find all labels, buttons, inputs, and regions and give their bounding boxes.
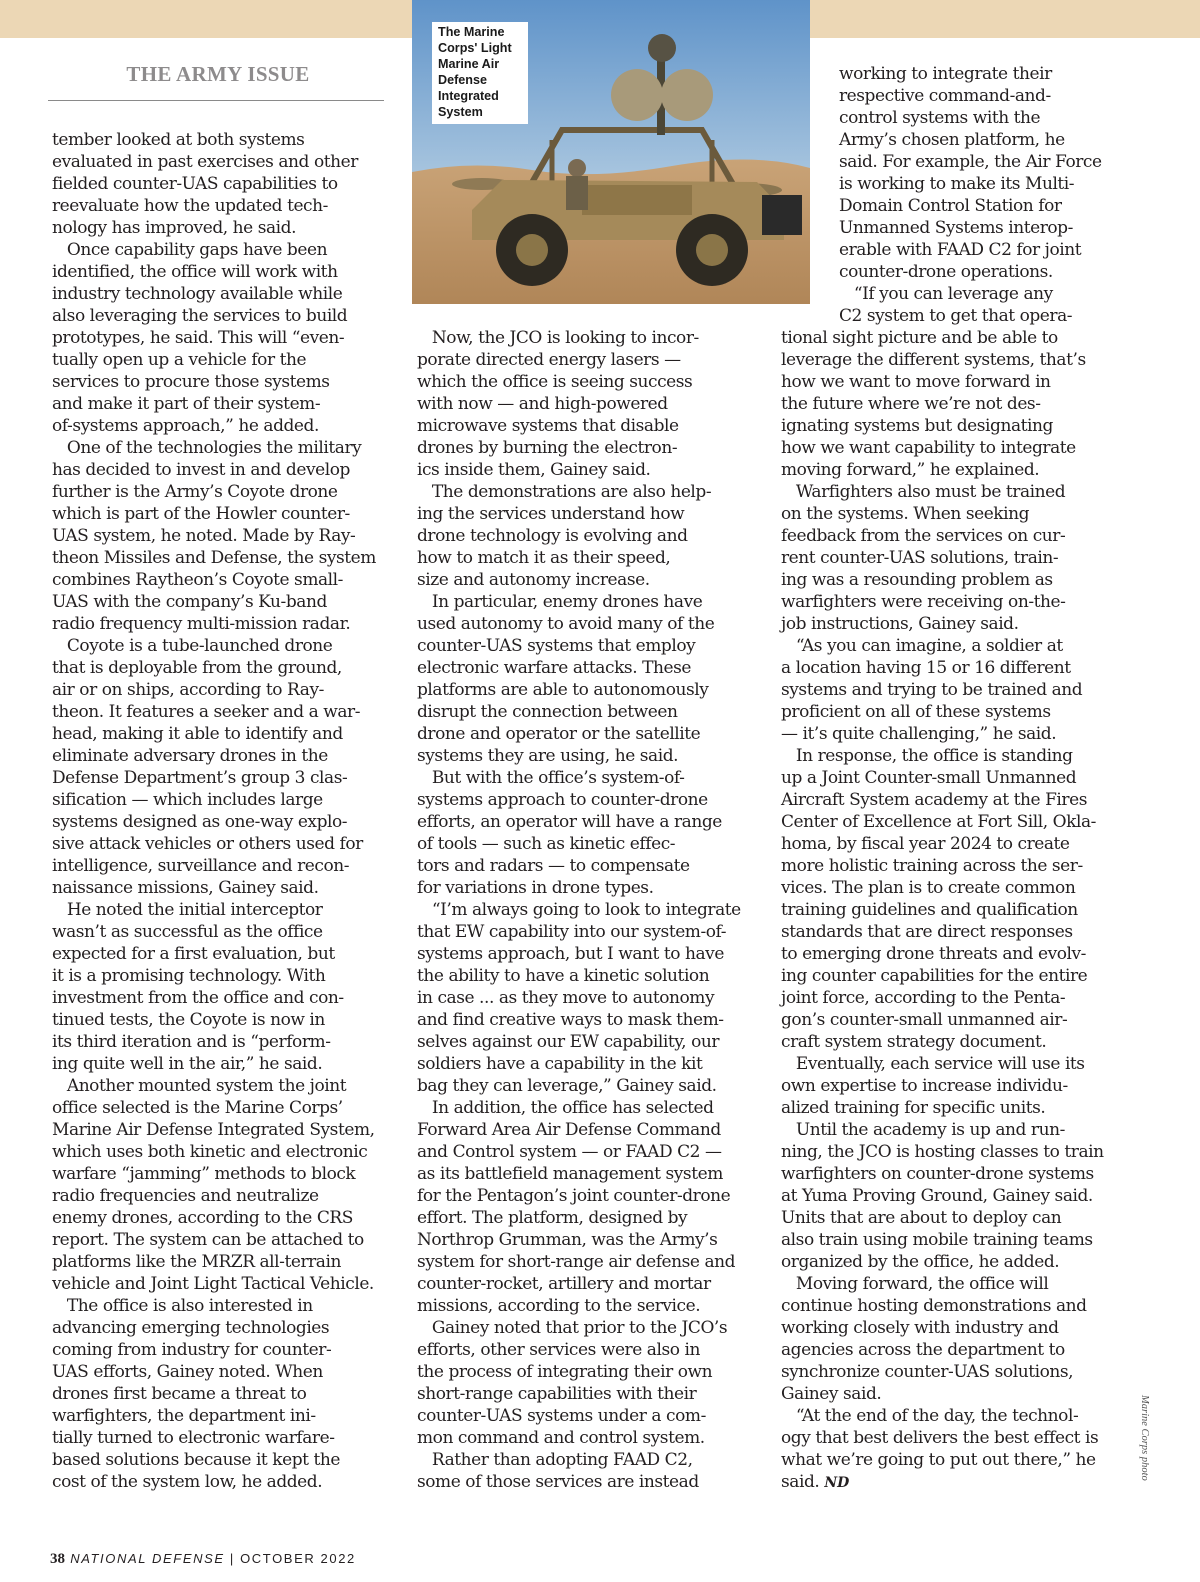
article-line: Units that are about to deploy can (781, 1208, 1062, 1228)
article-line: services to procure those systems (52, 372, 330, 392)
article-line: “I’m always going to look to integrate (417, 900, 741, 920)
article-line: Gainey noted that prior to the JCO’s (417, 1318, 728, 1338)
article-line: how to match it as their speed, (417, 548, 671, 568)
article-line: industry technology available while (52, 284, 343, 304)
article-line: Rather than adopting FAAD C2, (417, 1450, 693, 1470)
article-line: radio frequencies and neutralize (52, 1186, 319, 1206)
photo-caption: The Marine Corps' Light Marine Air Defense Integrated System (432, 22, 528, 124)
article-line: as its battlefield management system (417, 1164, 723, 1184)
article-line: drones by burning the electron- (417, 438, 678, 458)
article-line: efforts, an operator will have a range (417, 812, 722, 832)
article-line: Until the academy is up and run- (781, 1120, 1065, 1140)
article-line: continue hosting demonstrations and (781, 1296, 1087, 1316)
article-line: ics inside them, Gainey said. (417, 460, 651, 480)
article-line: warfighters, the department ini- (52, 1406, 316, 1426)
article-line: sification — which includes large (52, 790, 323, 810)
article-line: synchronize counter-UAS solutions, (781, 1362, 1074, 1382)
article-line: Gainey said. (781, 1384, 882, 1404)
article-line: ing the services understand how (417, 504, 685, 524)
article-line: a location having 15 or 16 different (781, 658, 1071, 678)
article-line: further is the Army’s Coyote drone (52, 482, 338, 502)
article-line: UAS efforts, Gainey noted. When (52, 1362, 323, 1382)
article-line: what we’re going to put out there,” he (781, 1450, 1096, 1470)
article-line: expected for a first evaluation, but (52, 944, 335, 964)
article-line: platforms are able to autonomously (417, 680, 709, 700)
article-line: But with the office’s system-of- (417, 768, 685, 788)
article-line: air or on ships, according to Ray- (52, 680, 324, 700)
article-line: Warfighters also must be trained (781, 482, 1066, 502)
article-line: evaluated in past exercises and other (52, 152, 358, 172)
article-line: porate directed energy lasers — (417, 350, 681, 370)
article-line: how we want capability to integrate (781, 438, 1076, 458)
article-line: ignating systems but designating (781, 416, 1053, 436)
section-header-label: THE ARMY ISSUE (126, 62, 310, 86)
article-line: wasn’t as successful as the office (52, 922, 323, 942)
article-line: systems approach, but I want to have (417, 944, 724, 964)
article-line: warfighters were receiving on-the- (781, 592, 1066, 612)
article-line: selves against our EW capability, our (417, 1032, 720, 1052)
article-line: for the Pentagon’s joint counter-drone (417, 1186, 731, 1206)
article-line: which uses both kinetic and electronic (52, 1142, 368, 1162)
article-line: feedback from the services on cur- (781, 526, 1066, 546)
article-line: He noted the initial interceptor (52, 900, 323, 920)
article-line: Eventually, each service will use its (781, 1054, 1085, 1074)
article-line: gon’s counter-small unmanned air- (781, 1010, 1068, 1030)
article-line: working closely with industry and (781, 1318, 1059, 1338)
article-line: Center of Excellence at Fort Sill, Okla- (781, 812, 1096, 832)
footer-separator: | (229, 1551, 235, 1566)
article-line: and make it part of their system- (52, 394, 321, 414)
article-line: ogy that best delivers the best effect is (781, 1428, 1099, 1448)
article-line: vehicle and Joint Light Tactical Vehicle. (52, 1274, 374, 1294)
article-line: investment from the office and con- (52, 988, 344, 1008)
article-line: UAS with the company’s Ku-band (52, 592, 327, 612)
article-line: drones first became a threat to (52, 1384, 307, 1404)
article-line: its third iteration and is “perform- (52, 1032, 331, 1052)
article-line: more holistic training across the ser- (781, 856, 1083, 876)
article-line: counter-drone operations. (839, 262, 1053, 282)
article-column-1 (52, 129, 376, 1493)
article-line: how we want to move forward in (781, 372, 1051, 392)
article-line: counter-UAS systems under a com- (417, 1406, 706, 1426)
article-line: In particular, enemy drones have (417, 592, 703, 612)
article-line: The demonstrations are also help- (417, 482, 712, 502)
article-line: fielded counter-UAS capabilities to (52, 174, 338, 194)
article-line: counter-UAS systems that employ (417, 636, 696, 656)
section-header (48, 62, 384, 101)
article-line: soldiers have a capability in the kit (417, 1054, 703, 1074)
article-line: craft system strategy document. (781, 1032, 1047, 1052)
article-line: ing counter capabilities for the entire (781, 966, 1088, 986)
article-line: Defense Department’s group 3 clas- (52, 768, 348, 788)
article-line: Coyote is a tube-launched drone (52, 636, 333, 656)
article-line: The office is also interested in (52, 1296, 313, 1316)
page-number: 38 (50, 1551, 65, 1567)
top-color-band-right (810, 0, 1200, 38)
article-line: Marine Air Defense Integrated System, (52, 1120, 375, 1140)
article-line: training guidelines and qualification (781, 900, 1078, 920)
article-line: Northrop Grumman, was the Army’s (417, 1230, 718, 1250)
article-line: and Control system — or FAAD C2 — (417, 1142, 722, 1162)
article-line: joint force, according to the Penta- (781, 988, 1066, 1008)
article-line: up a Joint Counter-small Unmanned (781, 768, 1077, 788)
article-line: combines Raytheon’s Coyote small- (52, 570, 343, 590)
top-color-band-left (0, 0, 412, 38)
article-line: report. The system can be attached to (52, 1230, 364, 1250)
article-line: radio frequency multi-mission radar. (52, 614, 351, 634)
article-line: used autonomy to avoid many of the (417, 614, 715, 634)
article-line: mon command and control system. (417, 1428, 705, 1448)
article-line: also leveraging the services to build (52, 306, 348, 326)
article-line: job instructions, Gainey said. (781, 614, 1019, 634)
article-line: reevaluate how the updated tech- (52, 196, 328, 216)
article-line: with now — and high-powered (417, 394, 668, 414)
article-line: naissance missions, Gainey said. (52, 878, 319, 898)
article-line: efforts, other services were also in (417, 1340, 700, 1360)
article-line: which the office is seeing success (417, 372, 693, 392)
article-line: in case ... as they move to autonomy (417, 988, 715, 1008)
article-line: based solutions because it kept the (52, 1450, 340, 1470)
article-line: warfare “jamming” methods to block (52, 1164, 356, 1184)
article-line: theon Missiles and Defense, the system (52, 548, 376, 568)
article-line: respective command-and- (839, 86, 1051, 106)
article-line: some of those services are instead (417, 1472, 699, 1492)
article-line: In addition, the office has selected (417, 1098, 714, 1118)
article-line: nology has improved, he said. (52, 218, 297, 238)
article-line: enemy drones, according to the CRS (52, 1208, 353, 1228)
article-line: of-systems approach,” he added. (52, 416, 319, 436)
article-line: Army’s chosen platform, he (839, 130, 1065, 150)
article-line: that is deployable from the ground, (52, 658, 342, 678)
article-line: intelligence, surveillance and recon- (52, 856, 350, 876)
article-line: the ability to have a kinetic solution (417, 966, 710, 986)
article-line: has decided to invest in and develop (52, 460, 350, 480)
article-line: systems they are using, he said. (417, 746, 679, 766)
article-line: for variations in drone types. (417, 878, 654, 898)
article-line: at Yuma Proving Ground, Gainey said. (781, 1186, 1093, 1206)
article-line: and find creative ways to mask them- (417, 1010, 724, 1030)
magazine-name: NATIONAL DEFENSE (70, 1551, 225, 1566)
article-line: tember looked at both systems (52, 130, 305, 150)
article-line: drone technology is evolving and (417, 526, 688, 546)
article-line: Now, the JCO is looking to incor- (417, 328, 699, 348)
article-line: control systems with the (839, 108, 1041, 128)
article-line: warfighters on counter-drone systems (781, 1164, 1094, 1184)
article-line: short-range capabilities with their (417, 1384, 697, 1404)
article-line: on the systems. When seeking (781, 504, 1030, 524)
article-line: theon. It features a seeker and a war- (52, 702, 361, 722)
article-line: eliminate adversary drones in the (52, 746, 328, 766)
article-line: head, making it able to identify and (52, 724, 343, 744)
article-line: tors and radars — to compensate (417, 856, 690, 876)
article-line: said. ND (781, 1472, 850, 1492)
article-line: proficient on all of these systems (781, 702, 1051, 722)
article-line: working to integrate their (839, 64, 1052, 84)
end-mark: ND (824, 1475, 850, 1491)
article-line: Another mounted system the joint (52, 1076, 347, 1096)
article-line: to emerging drone threats and evolv- (781, 944, 1086, 964)
photo-credit: Marine Corps photo (1139, 1395, 1150, 1481)
article-line: moving forward,” he explained. (781, 460, 1040, 480)
article-line: cost of the system low, he added. (52, 1472, 323, 1492)
article-line: office selected is the Marine Corps’ (52, 1098, 343, 1118)
article-line: which is part of the Howler counter- (52, 504, 350, 524)
issue-date: OCTOBER 2022 (240, 1551, 356, 1566)
article-line: effort. The platform, designed by (417, 1208, 688, 1228)
article-line: systems approach to counter-drone (417, 790, 708, 810)
article-line: alized training for specific units. (781, 1098, 1046, 1118)
article-line: size and autonomy increase. (417, 570, 650, 590)
article-line: ing was a resounding problem as (781, 570, 1053, 590)
article-line: erable with FAAD C2 for joint (839, 240, 1082, 260)
article-line: systems designed as one-way explo- (52, 812, 348, 832)
article-line: the process of integrating their own (417, 1362, 713, 1382)
article-column-2 (417, 327, 741, 1493)
article-line: Once capability gaps have been (52, 240, 328, 260)
article-line: bag they can leverage,” Gainey said. (417, 1076, 717, 1096)
article-line: identified, the office will work with (52, 262, 338, 282)
article-line: — it’s quite challenging,” he said. (781, 724, 1057, 744)
article-line: microwave systems that disable (417, 416, 679, 436)
article-line: leverage the different systems, that’s (781, 350, 1086, 370)
article-line: One of the technologies the military (52, 438, 362, 458)
page-footer (50, 1551, 356, 1568)
article-line: Forward Area Air Defense Command (417, 1120, 721, 1140)
article-line: agencies across the department to (781, 1340, 1065, 1360)
article-line: drone and operator or the satellite (417, 724, 701, 744)
article-line: electronic warfare attacks. These (417, 658, 691, 678)
article-line: ing quite well in the air,” he said. (52, 1054, 323, 1074)
article-line: Domain Control Station for (839, 196, 1062, 216)
article-line: that EW capability into our system-of- (417, 922, 727, 942)
article-line: the future where we’re not des- (781, 394, 1041, 414)
article-line: ning, the JCO is hosting classes to train (781, 1142, 1104, 1162)
article-line: counter-rocket, artillery and mortar (417, 1274, 711, 1294)
article-line: also train using mobile training teams (781, 1230, 1093, 1250)
article-column-3-top (839, 63, 1102, 327)
article-line: coming from industry for counter- (52, 1340, 332, 1360)
article-line: UAS system, he noted. Made by Ray- (52, 526, 356, 546)
article-line: “As you can imagine, a soldier at (781, 636, 1063, 656)
article-column-3-bottom (781, 327, 1104, 1493)
article-line: homa, by fiscal year 2024 to create (781, 834, 1070, 854)
article-line: platforms like the MRZR all-terrain (52, 1252, 341, 1272)
article-line: standards that are direct responses (781, 922, 1073, 942)
article-line: prototypes, he said. This will “even- (52, 328, 345, 348)
article-line: sive attack vehicles or others used for (52, 834, 363, 854)
article-line: rent counter-UAS solutions, train- (781, 548, 1059, 568)
article-line: C2 system to get that opera- (839, 306, 1073, 326)
article-line: missions, according to the service. (417, 1296, 701, 1316)
article-line: is working to make its Multi- (839, 174, 1075, 194)
article-line: “If you can leverage any (839, 284, 1053, 304)
article-line: advancing emerging technologies (52, 1318, 330, 1338)
article-line: tually open up a vehicle for the (52, 350, 307, 370)
article-line: disrupt the connection between (417, 702, 678, 722)
article-line: Aircraft System academy at the Fires (781, 790, 1087, 810)
article-line: In response, the office is standing (781, 746, 1073, 766)
article-line: tional sight picture and be able to (781, 328, 1058, 348)
article-line: vices. The plan is to create common (781, 878, 1076, 898)
article-line: Moving forward, the office will (781, 1274, 1049, 1294)
article-line: system for short-range air defense and (417, 1252, 736, 1272)
article-line: Unmanned Systems interop- (839, 218, 1073, 238)
article-line: said. For example, the Air Force (839, 152, 1102, 172)
article-line: organized by the office, he added. (781, 1252, 1060, 1272)
article-line: it is a promising technology. With (52, 966, 326, 986)
article-line: tinued tests, the Coyote is now in (52, 1010, 325, 1030)
article-line: tially turned to electronic warfare- (52, 1428, 335, 1448)
article-line: of tools — such as kinetic effec- (417, 834, 676, 854)
article-line: systems and trying to be trained and (781, 680, 1083, 700)
article-line: own expertise to increase individu- (781, 1076, 1068, 1096)
article-line: “At the end of the day, the technol- (781, 1406, 1079, 1426)
